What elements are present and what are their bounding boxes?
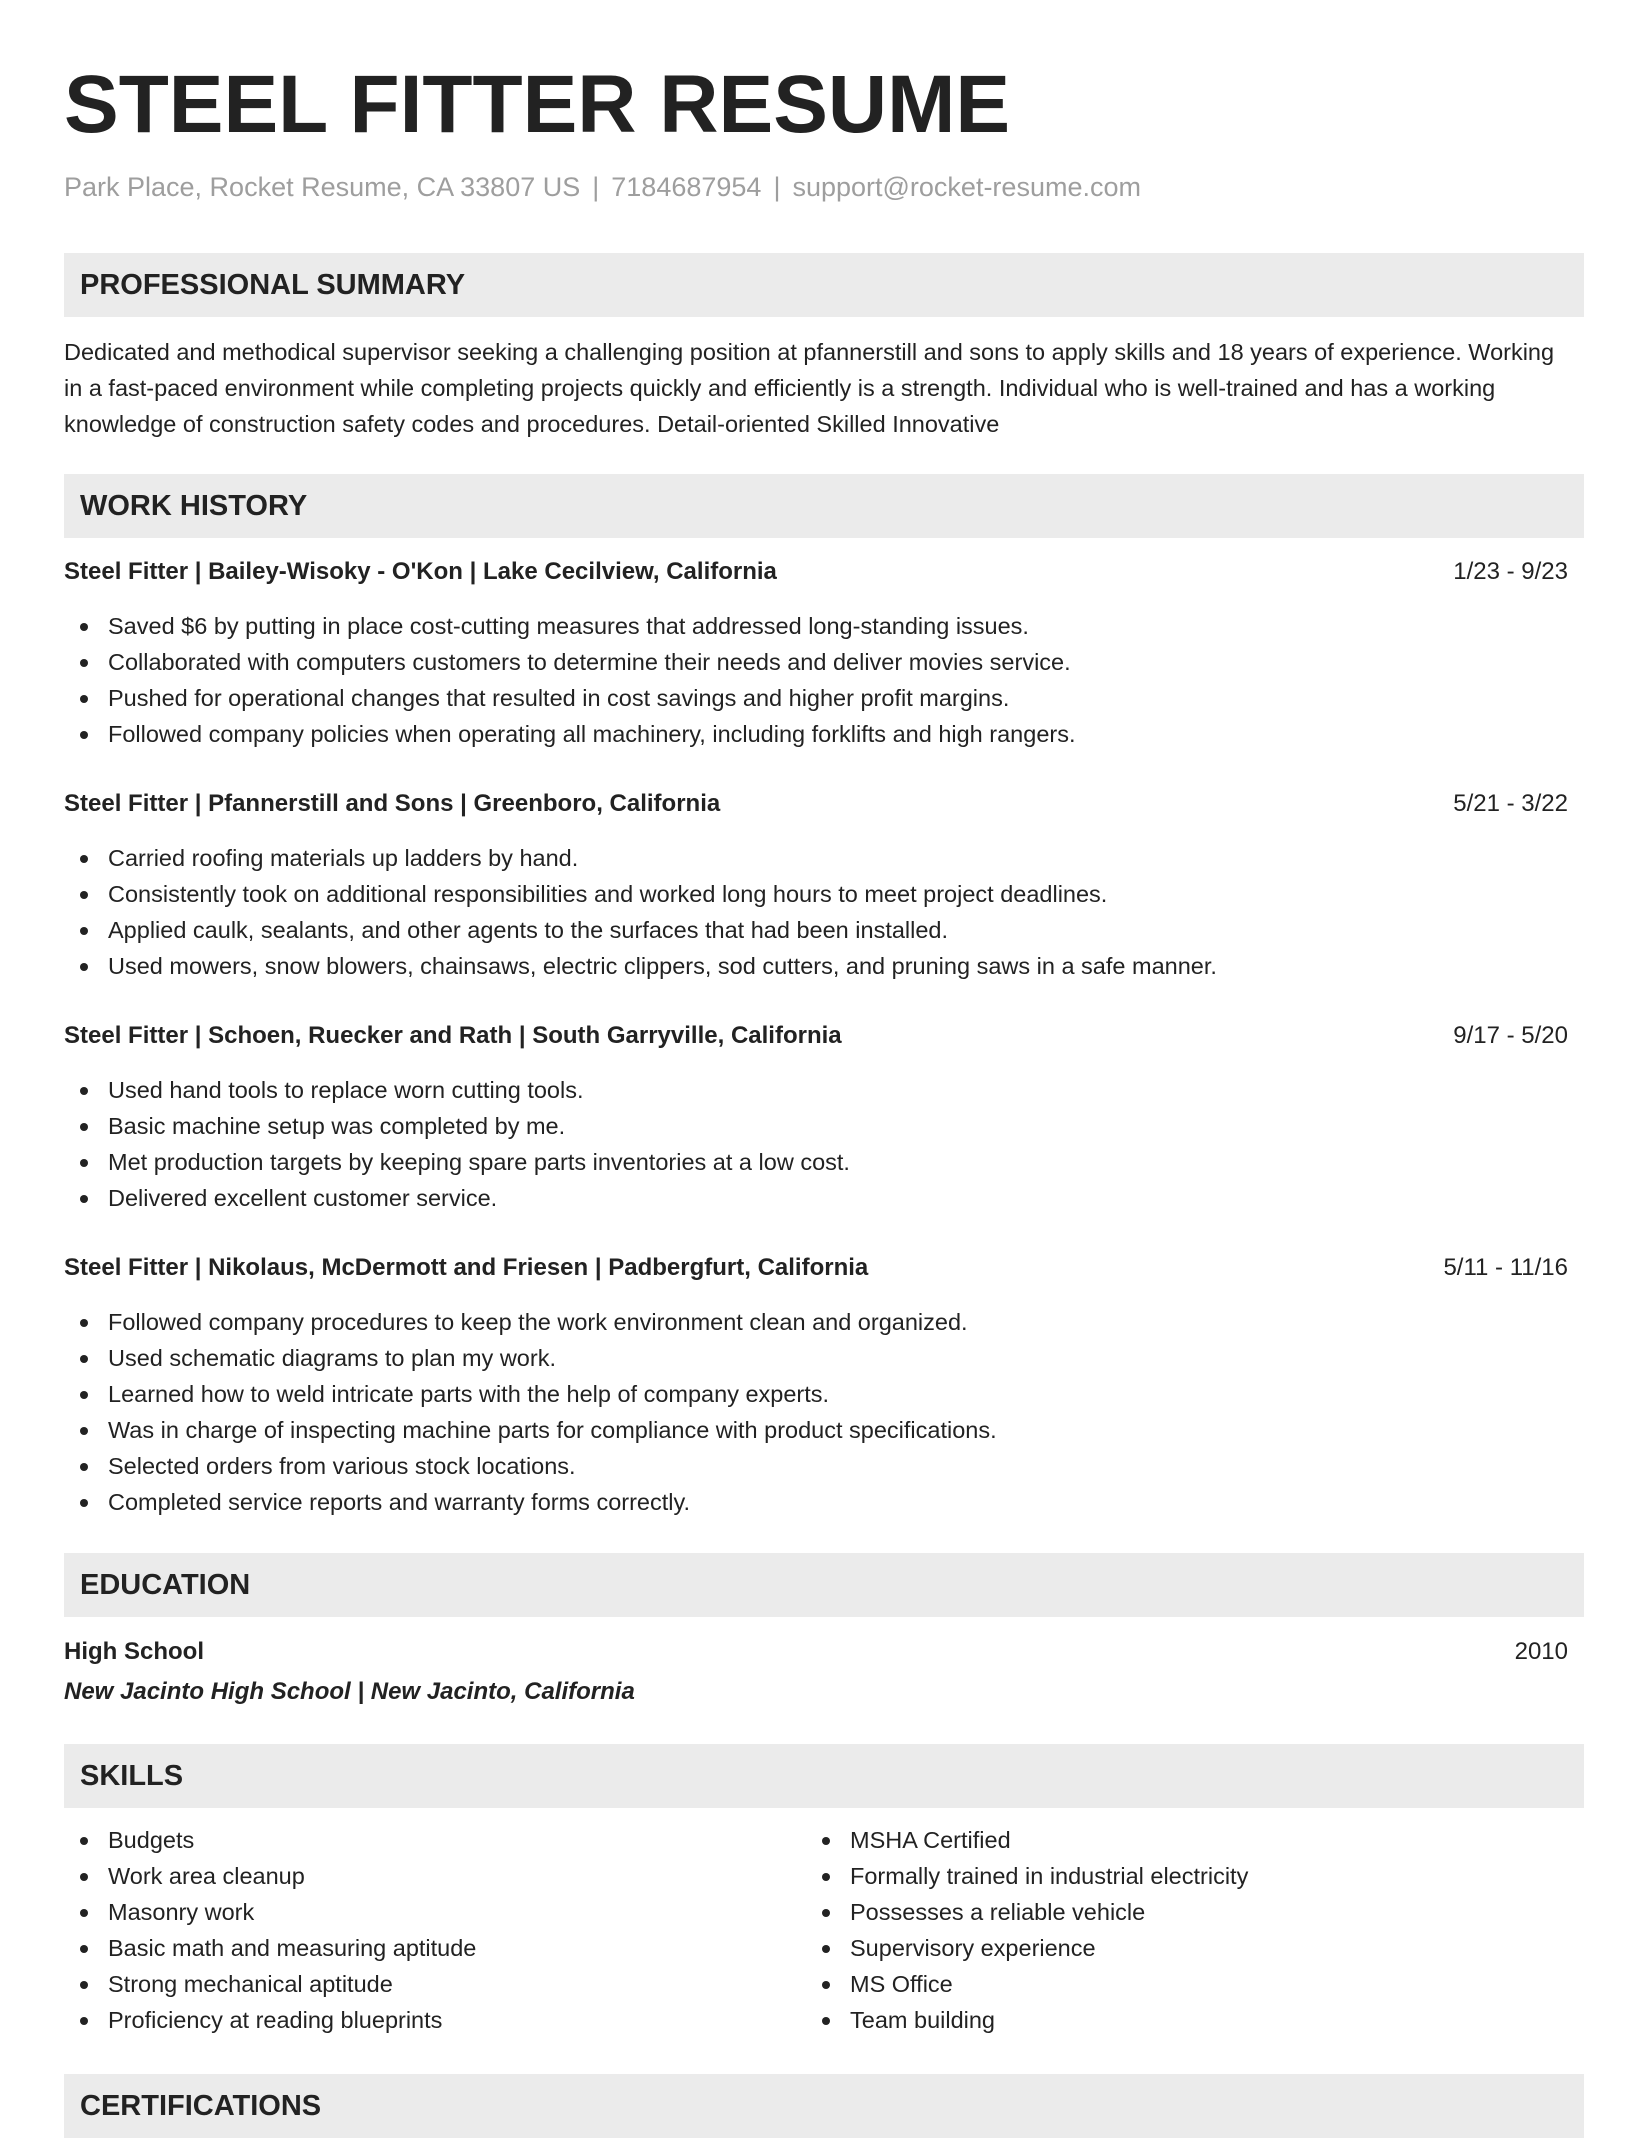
job-bullet: Applied caulk, sealants, and other agents to the surfaces that had been installed.: [64, 912, 1568, 948]
job-bullet: Collaborated with computers customers to determine their needs and deliver movies service.: [64, 644, 1568, 680]
job-header: [64, 786, 1568, 822]
skill-item: Proficiency at reading blueprints: [64, 2002, 806, 2038]
job-header: [64, 1018, 1568, 1054]
skills-column-left: [64, 1822, 806, 2038]
job-bullet: Selected orders from various stock locations.: [64, 1448, 1568, 1484]
job-bullet: Was in charge of inspecting machine parts for compliance with product specifications.: [64, 1412, 1568, 1448]
job-dates: 1/23 - 9/23: [1453, 558, 1568, 585]
job-entry: [64, 786, 1568, 984]
job-bullet: Completed service reports and warranty forms correctly.: [64, 1484, 1568, 1520]
contact-email: support@rocket-resume.com: [792, 172, 1141, 202]
education-entry: [64, 1634, 1568, 1710]
job-bullet: Followed company procedures to keep the work environment clean and organized.: [64, 1304, 1568, 1340]
job-title: Steel Fitter | Schoen, Ruecker and Rath | South Garryville, California: [64, 1022, 842, 1049]
skill-item: Strong mechanical aptitude: [64, 1966, 806, 2002]
education-school: New Jacinto High School | New Jacinto, California: [64, 1678, 635, 1705]
job-bullets: [64, 840, 1568, 984]
job-header: [64, 554, 1568, 590]
skill-item: MS Office: [806, 1966, 1548, 2002]
section-heading-skills: SKILLS: [64, 1744, 1584, 1808]
skills-list: [64, 1822, 1568, 2038]
job-bullet: Learned how to weld intricate parts with the help of company experts.: [64, 1376, 1568, 1412]
job-title: Steel Fitter | Bailey-Wisoky - O'Kon | Lake Cecilview, California: [64, 558, 777, 585]
skills-column-right: [806, 1822, 1548, 2038]
skill-item: Supervisory experience: [806, 1930, 1548, 1966]
job-dates: 5/11 - 11/16: [1443, 1254, 1568, 1281]
job-title: Steel Fitter | Nikolaus, McDermott and Friesen | Padbergfurt, California: [64, 1254, 869, 1281]
skill-item: MSHA Certified: [806, 1822, 1548, 1858]
job-bullet: Saved $6 by putting in place cost-cutting measures that addressed long-standing issues.: [64, 608, 1568, 644]
education-year: 2010: [1514, 1638, 1568, 1665]
job-bullet: Met production targets by keeping spare parts inventories at a low cost.: [64, 1144, 1568, 1180]
skill-item: Masonry work: [64, 1894, 806, 1930]
job-entry: [64, 1250, 1568, 1520]
contact-separator: |: [773, 172, 781, 202]
job-bullet: Pushed for operational changes that resulted in cost savings and higher profit margins.: [64, 680, 1568, 716]
skill-item: Work area cleanup: [64, 1858, 806, 1894]
resume-title: STEEL FITTER RESUME: [64, 59, 1011, 150]
job-header: [64, 1250, 1568, 1286]
job-bullet: Followed company policies when operating all machinery, including forklifts and high rangers.: [64, 716, 1568, 752]
job-bullet: Used mowers, snow blowers, chainsaws, electric clippers, sod cutters, and pruning saws in a safe manner.: [64, 948, 1568, 984]
section-heading-certifications: CERTIFICATIONS: [64, 2074, 1584, 2138]
section-heading-summary: PROFESSIONAL SUMMARY: [64, 253, 1584, 317]
job-bullet: Basic machine setup was completed by me.: [64, 1108, 1568, 1144]
job-entry: [64, 1018, 1568, 1216]
job-bullets: [64, 1304, 1568, 1520]
job-bullet: Consistently took on additional responsibilities and worked long hours to meet project deadlines.: [64, 876, 1568, 912]
section-heading-work-history: WORK HISTORY: [64, 474, 1584, 538]
contact-line: [64, 170, 1568, 204]
job-dates: 9/17 - 5/20: [1453, 1022, 1568, 1049]
contact-separator: |: [592, 172, 600, 202]
summary-text: Dedicated and methodical supervisor seeking a challenging position at pfannerstill and sons to apply skills and 18 years of experience. Working in a fast-paced environment while completing projects quickly and efficiently is a strength. Individual who is well-trained and has a working knowledge of construction safety codes and procedures. Detail-oriented Skilled Innovative: [64, 339, 1555, 437]
job-bullets: [64, 1072, 1568, 1216]
job-title: Steel Fitter | Pfannerstill and Sons | Greenboro, California: [64, 790, 721, 817]
resume-page: [64, 0, 1568, 2122]
skill-item: Budgets: [64, 1822, 806, 1858]
contact-phone: 7184687954: [611, 172, 762, 202]
contact-address: Park Place, Rocket Resume, CA 33807 US: [64, 172, 581, 202]
skill-item: Possesses a reliable vehicle: [806, 1894, 1548, 1930]
job-dates: 5/21 - 3/22: [1453, 790, 1568, 817]
skill-item: Formally trained in industrial electricity: [806, 1858, 1548, 1894]
skill-item: Team building: [806, 2002, 1548, 2038]
skill-item: Basic math and measuring aptitude: [64, 1930, 806, 1966]
job-bullet: Carried roofing materials up ladders by hand.: [64, 840, 1568, 876]
job-entry: [64, 554, 1568, 752]
job-bullets: [64, 608, 1568, 752]
education-header: [64, 1634, 1568, 1670]
job-bullet: Used hand tools to replace worn cutting tools.: [64, 1072, 1568, 1108]
education-degree: High School: [64, 1638, 204, 1665]
job-bullet: Used schematic diagrams to plan my work.: [64, 1340, 1568, 1376]
job-bullet: Delivered excellent customer service.: [64, 1180, 1568, 1216]
section-heading-education: EDUCATION: [64, 1553, 1584, 1617]
